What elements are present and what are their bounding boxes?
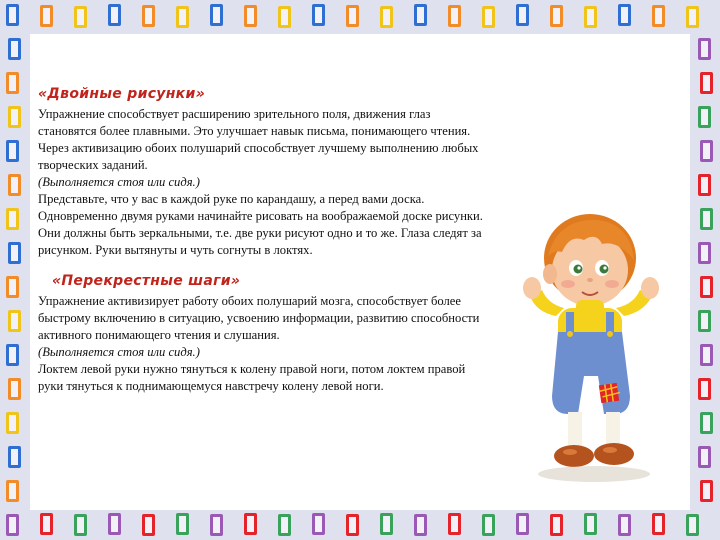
boy-illustration [518, 200, 678, 490]
border-square [8, 38, 21, 60]
border-square [414, 514, 427, 536]
border-square [108, 513, 121, 535]
border-square [346, 5, 359, 27]
border-square [6, 514, 19, 536]
border-square [698, 310, 711, 332]
border-square [8, 378, 21, 400]
section1-title: «Двойные рисунки» [38, 86, 205, 102]
section2-line-3: активного понимающего чтения и слушания. [38, 328, 280, 342]
border-square [448, 513, 461, 535]
border-square [698, 106, 711, 128]
border-square [108, 4, 121, 26]
border-square [278, 514, 291, 536]
border-square [8, 174, 21, 196]
section1-line-3: Через активизацию обоих полушарий способствует лучшему выполнению любых [38, 141, 479, 155]
section1-instruction-2: Одновременно двумя руками начинайте рисовать на воображаемой доске рисунки. [38, 209, 483, 223]
border-square [652, 513, 665, 535]
border-square [312, 4, 325, 26]
section1-instruction-3: Они должны быть зеркальными, т.е. две руки рисуют одно и то же. Глаза следят за [38, 226, 482, 240]
section1-line-4: творческих заданий. [38, 158, 148, 172]
border-square [142, 5, 155, 27]
border-square [618, 514, 631, 536]
border-square [8, 242, 21, 264]
border-square [698, 446, 711, 468]
border-square [652, 5, 665, 27]
section1-note: (Выполняется стоя или сидя.) [38, 175, 200, 189]
border-square [8, 106, 21, 128]
border-square [6, 72, 19, 94]
border-square [686, 6, 699, 28]
border-square [6, 4, 19, 26]
border-square [380, 6, 393, 28]
border-square [6, 208, 19, 230]
border-square [142, 514, 155, 536]
border-square [448, 5, 461, 27]
border-square [698, 378, 711, 400]
section2-instruction-1: Локтем левой руки нужно тянуться к колену правой ноги, потом локтем правой [38, 362, 466, 376]
border-square [414, 4, 427, 26]
border-square [380, 513, 393, 535]
border-square [74, 6, 87, 28]
border-square [176, 513, 189, 535]
border-square [700, 480, 713, 502]
border-square [6, 480, 19, 502]
border-square [8, 310, 21, 332]
border-square [550, 514, 563, 536]
section1-line-1: Упражнение способствует расширению зрительного поля, движения глаз [38, 107, 431, 121]
border-square [6, 344, 19, 366]
border-square [176, 6, 189, 28]
border-square [482, 6, 495, 28]
border-square [278, 6, 291, 28]
border-square [244, 5, 257, 27]
border-square [6, 140, 19, 162]
border-square [698, 242, 711, 264]
border-square [618, 4, 631, 26]
border-square [584, 6, 597, 28]
border-square [74, 514, 87, 536]
section2-instruction-2: руки тянуться к поднимающемуся навстречу колену левой ноги. [38, 379, 384, 393]
border-square [698, 38, 711, 60]
section2-title: «Перекрестные шаги» [52, 273, 241, 289]
border-square [700, 72, 713, 94]
border-square [550, 5, 563, 27]
border-square [516, 513, 529, 535]
section2-note: (Выполняется стоя или сидя.) [38, 345, 200, 359]
border-square [346, 514, 359, 536]
section1-instruction-1: Представьте, что у вас в каждой руке по карандашу, а перед вами доска. [38, 192, 425, 206]
border-square [700, 140, 713, 162]
border-square [210, 4, 223, 26]
border-square [700, 344, 713, 366]
border-square [700, 412, 713, 434]
section1-line-2: становятся более плавными. Это улучшает навык письма, понимающего чтения. [38, 124, 471, 138]
border-square [584, 513, 597, 535]
border-square [698, 174, 711, 196]
border-square [686, 514, 699, 536]
border-square [210, 514, 223, 536]
border-square [700, 208, 713, 230]
border-square [8, 446, 21, 468]
border-square [244, 513, 257, 535]
border-square [700, 276, 713, 298]
border-square [312, 513, 325, 535]
border-square [40, 513, 53, 535]
border-square [6, 412, 19, 434]
border-square [6, 276, 19, 298]
border-square [516, 4, 529, 26]
section2-line-2: быстрому включению в ситуацию, усвоению информации, развитию способности [38, 311, 480, 325]
border-square [482, 514, 495, 536]
section2-line-1: Упражнение активизирует работу обоих полушарий мозга, способствует более [38, 294, 461, 308]
border-square [40, 5, 53, 27]
section1-instruction-4: рисунком. Руки вытянуты и чуть согнуты в локтях. [38, 243, 313, 257]
